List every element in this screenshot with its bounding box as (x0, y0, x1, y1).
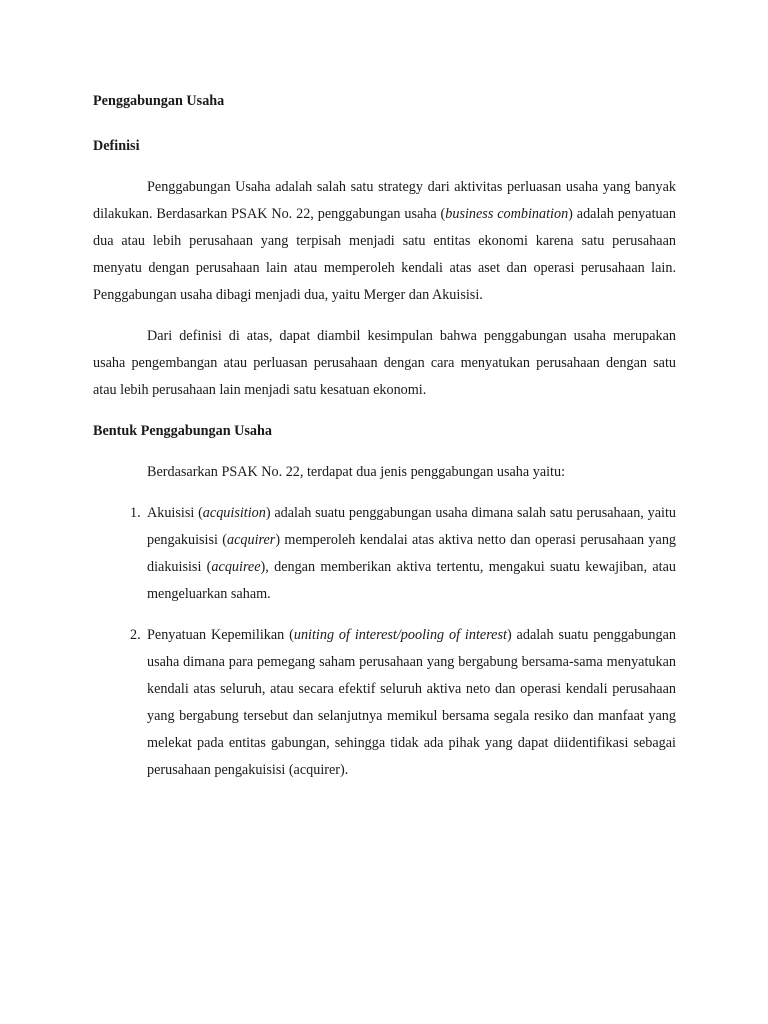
term-acquiree: acquiree (211, 559, 261, 575)
paragraph-intro: Berdasarkan PSAK No. 22, terdapat dua jenis penggabungan usaha yaitu: (147, 464, 566, 480)
term-acquirer: acquirer (227, 532, 276, 548)
list-text: Akuisisi ( (147, 505, 203, 521)
document-title: Penggabungan Usaha (93, 93, 225, 109)
paragraph-definition-text-1: Penggabungan Usaha adalah salah satu strategy dari aktivitas perluasan usaha yang banyak dilakukan. Berdasarkan PSAK No. 22, penggabungan usaha ( (93, 179, 676, 222)
document-page (93, 88, 676, 798)
paragraph-definition-text-2: ) adalah penyatuan dua atau lebih perusahaan yang terpisah menjadi satu entitas ekonomi karena satu perusahaan menyatu dengan perusahaan lain atau memperoleh kendali atas aset dan operasi perusahaan lain. Penggabungan usaha dibagi menjadi dua, yaitu Merger dan Akuisisi. (93, 206, 676, 303)
list-text: ) adalah suatu penggabungan usaha dimana para pemegang saham perusahaan yang bergabung bersama-sama menyatukan kendali atas seluruh, atau secara efektif seluruh aktiva neto dan operasi kendali perusahaan yang bergabung tersebut dan selanjutnya memikul bersama segala resiko dan manfaat yang melekat pada entitas gabungan, sehingga tidak ada pihak yang dapat diidentifikasi sebagai perusahaan pengakuisisi (acquirer). (147, 627, 676, 778)
list-item-akuisisi (93, 500, 676, 608)
paragraph-definition (93, 174, 676, 309)
section-heading-bentuk: Bentuk Penggabungan Usaha (93, 423, 272, 439)
paragraph-conclusion: Dari definisi di atas, dapat diambil kesimpulan bahwa penggabungan usaha merupakan usaha pengembangan atau perluasan perusahaan dengan cara menyatukan perusahaan dengan satu atau lebih perusahaan lain menjadi satu kesatuan ekonomi. (93, 328, 676, 398)
list-text: Penyatuan Kepemilikan ( (147, 627, 294, 643)
list-text: ) memperoleh kendalai atas aktiva netto dan operasi perusahaan yang diakuisisi ( (147, 532, 677, 575)
forms-list (93, 500, 676, 784)
list-item-penyatuan (93, 622, 676, 784)
list-text: ), dengan memberikan aktiva tertentu, mengakui suatu kewajiban, atau mengeluarkan saham. (147, 559, 676, 602)
list-number: 1. (130, 505, 141, 521)
term-business-combination: business combination (445, 206, 569, 222)
list-text: ) adalah suatu penggabungan usaha dimana salah satu perusahaan, yaitu pengakuisisi ( (147, 505, 676, 548)
section-heading-definisi: Definisi (93, 138, 140, 154)
term-pooling-of-interest: uniting of interest/pooling of interest (293, 627, 507, 643)
term-acquisition: acquisition (202, 505, 266, 521)
list-number: 2. (130, 627, 141, 643)
